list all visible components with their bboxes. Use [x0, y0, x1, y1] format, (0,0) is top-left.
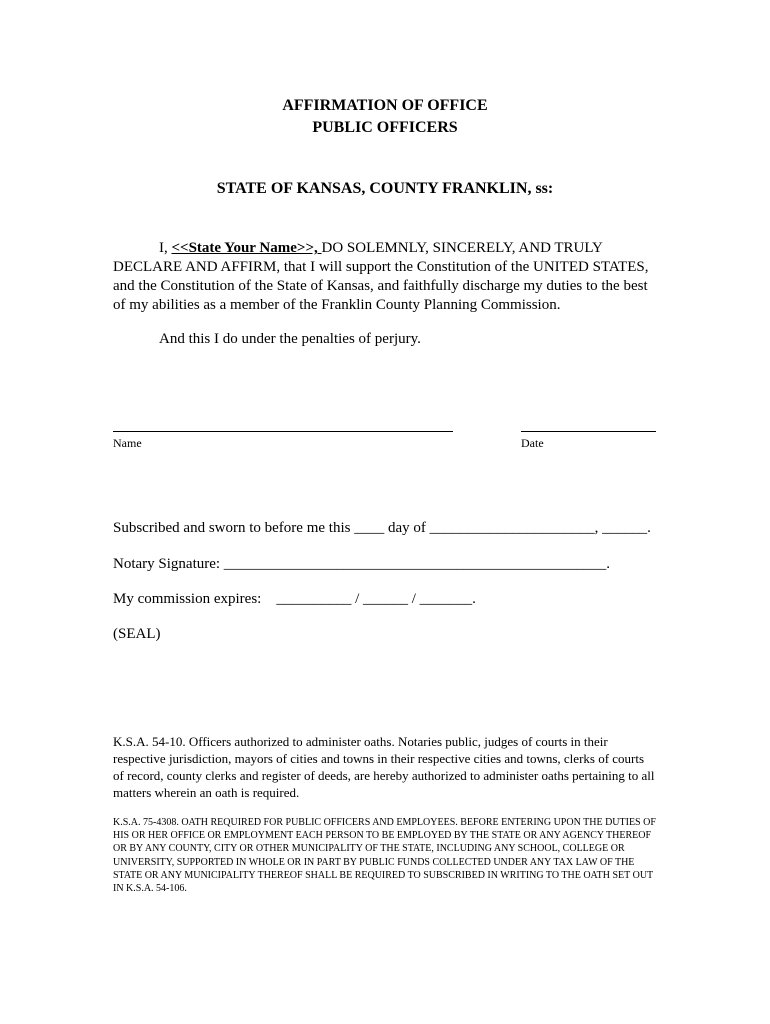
- commission-expires-line: My commission expires: __________ / ______ / _______.: [113, 591, 476, 607]
- name-signature-line[interactable]: [113, 431, 453, 432]
- name-label: Name: [113, 436, 142, 450]
- declaration-paragraph: [113, 239, 661, 315]
- statute-ksa-54-10: K.S.A. 54-10. Officers authorized to administer oaths. Notaries public, judges of courts in their respective jurisdiction, mayors of cities and towns in their respective cities and towns, clerks of courts of record, county clerks and register of deeds, are hereby authorized to administer oaths pertaining to all matters wherein an oath is required.: [113, 734, 655, 800]
- name-placeholder: <<State Your Name>>,: [171, 240, 322, 256]
- document-title: AFFIRMATION OF OFFICE: [282, 97, 488, 114]
- date-label: Date: [521, 436, 544, 450]
- document-subtitle: PUBLIC OFFICERS: [312, 119, 458, 136]
- declaration-prefix: I,: [159, 240, 172, 256]
- subscribed-line: Subscribed and sworn to before me this ____ day of ______________________, ______.: [113, 520, 651, 536]
- venue-line: STATE OF KANSAS, COUNTY FRANKLIN, ss:: [216, 180, 554, 197]
- declaration-body: DO SOLEMNLY, SINCERELY, AND TRULY DECLARE AND AFFIRM, that I will support the Constitution of the UNITED STATES, and the Constitution of the State of Kansas, and faithfully discharge my duties to the best of my abilities as a member of the Franklin County Planning Commission.: [113, 240, 649, 313]
- seal-label: (SEAL): [113, 626, 161, 642]
- date-signature-line[interactable]: [521, 431, 656, 432]
- perjury-statement: And this I do under the penalties of perjury.: [159, 331, 421, 347]
- notary-signature-line: Notary Signature: ___________________________________________________.: [113, 556, 611, 572]
- statute-ksa-75-4308: K.S.A. 75-4308. OATH REQUIRED FOR PUBLIC OFFICERS AND EMPLOYEES. BEFORE ENTERING UPON THE DUTIES OF HIS OR HER OFFICE OR EMPLOYMENT EACH PERSON TO BE EMPLOYED BY THE STATE OR ANY AGENCY THEREOF OR BY ANY COUNTY, CITY OR OTHER MUNICIPALITY OF THE STATE, INCLUDING ANY SCHOOL, COLLEGE OR UNIVERSITY, SUPPORTED IN WHOLE OR IN PART BY PUBLIC FUNDS COLLECTED UNDER ANY TAX LAW OF THE STATE OR ANY MUNICIPALITY THEREOF SHALL BE REQUIRED TO SUBSCRIBED IN WRITING TO THE OATH SET OUT IN K.S.A. 54-106.: [113, 817, 656, 895]
